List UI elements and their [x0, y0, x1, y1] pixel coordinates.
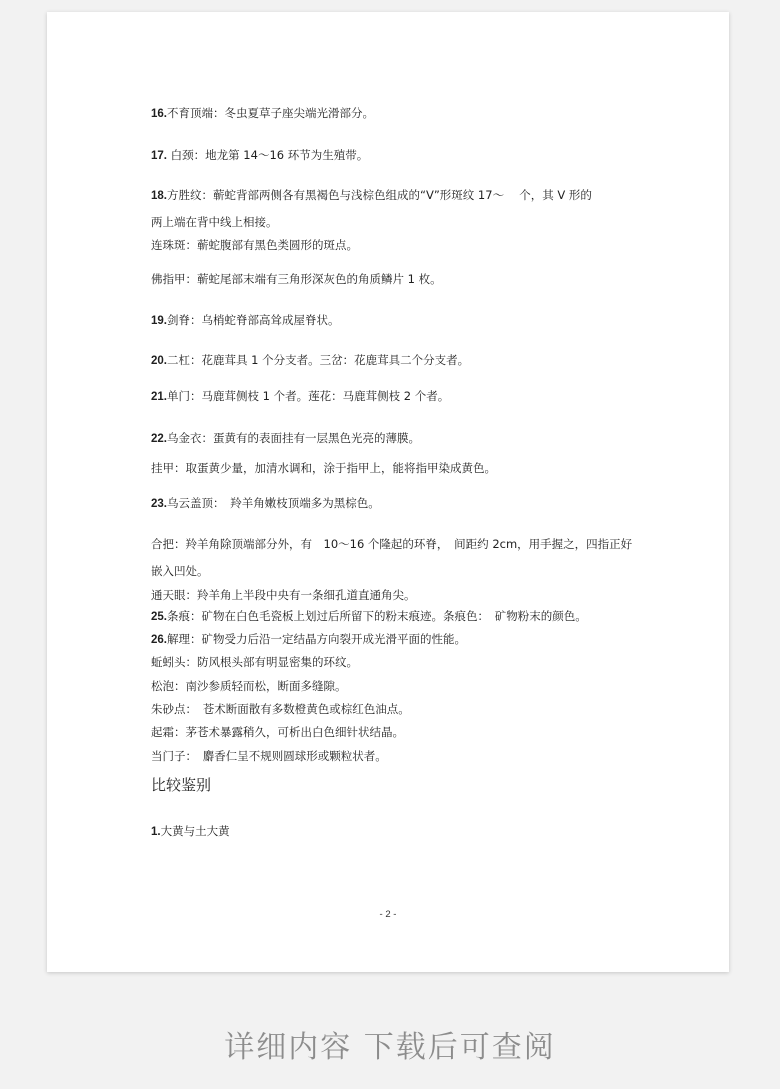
- entry-line: 嵌入凹处。: [151, 564, 209, 578]
- entry-line: 17. 白颈：地龙第 14～16 环节为生殖带。: [151, 148, 369, 162]
- comparison-item: 1.大黄与土大黄: [151, 824, 230, 838]
- entry-line: 18.方胜纹：蕲蛇背部两侧各有黑褐色与浅棕色组成的“V”形斑纹 17～ 个，其 V 形的: [151, 188, 592, 202]
- entry-line: 21.单门：马鹿茸侧枝 1 个者。莲花：马鹿茸侧枝 2 个者。: [151, 389, 450, 403]
- entry-line: 通天眼：羚羊角上半段中央有一条细孔道直通角尖。: [151, 588, 416, 602]
- entry-line: 22.乌金衣：蛋黄有的表面挂有一层黑色光亮的薄膜。: [151, 431, 420, 445]
- entry-line: 连珠斑：蕲蛇腹部有黑色类圆形的斑点。: [151, 238, 358, 252]
- entry-line: 19.剑脊：乌梢蛇脊部高耸成屋脊状。: [151, 313, 340, 327]
- entry-line: 佛指甲：蕲蛇尾部末端有三角形深灰色的角质鳞片 1 枚。: [151, 272, 442, 286]
- entry-line: 合把：羚羊角除顶端部分外，有 10～16 个隆起的环脊， 间距约 2cm，用手握之，四指正好: [151, 537, 633, 551]
- entry-line: 当门子： 麝香仁呈不规则圆球形或颗粒状者。: [151, 749, 387, 763]
- entry-line: 朱砂点： 苍术断面散有多数橙黄色或棕红色油点。: [151, 702, 410, 716]
- entry-line: 起霜：茅苍术暴露稍久，可析出白色细针状结晶。: [151, 725, 404, 739]
- entry-line: 16.不育顶端：冬虫夏草子座尖端光滑部分。: [151, 106, 374, 120]
- entry-line: 松泡：南沙参质轻而松，断面多缝隙。: [151, 679, 347, 693]
- page-number: - 2 -: [379, 909, 397, 920]
- entry-line: 20.二杠：花鹿茸具 1 个分支者。三岔：花鹿茸具二个分支者。: [151, 353, 470, 367]
- download-footer-text: 详细内容 下载后可查阅: [224, 1030, 556, 1065]
- entry-line: 26.解理：矿物受力后沿一定结晶方向裂开成光滑平面的性能。: [151, 632, 466, 646]
- document-page: [47, 12, 729, 972]
- section-heading: 比较鉴别: [151, 776, 212, 794]
- entry-line: 两上端在背中线上相接。: [151, 215, 278, 229]
- entry-line: 挂甲：取蛋黄少量，加清水调和，涂于指甲上，能将指甲染成黄色。: [151, 461, 496, 475]
- entry-line: 23.乌云盖顶： 羚羊角嫩枝顶端多为黑棕色。: [151, 496, 380, 510]
- entry-line: 蚯蚓头：防风根头部有明显密集的环纹。: [151, 655, 358, 669]
- entry-line: 25.条痕：矿物在白色毛瓷板上划过后所留下的粉末痕迹。条痕色： 矿物粉末的颜色。: [151, 609, 587, 623]
